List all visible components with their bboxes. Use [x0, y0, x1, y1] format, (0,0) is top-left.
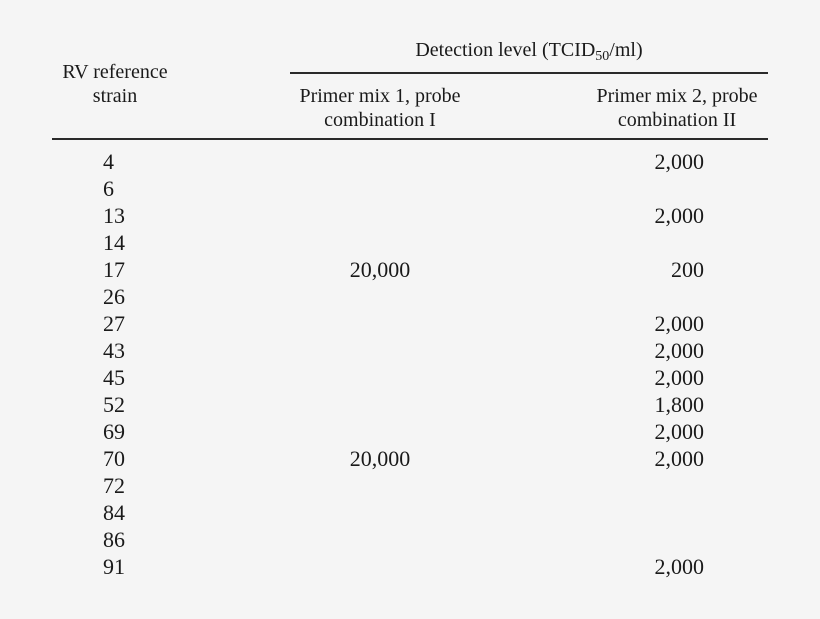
header-bottom-rule: [52, 138, 768, 140]
mix2-cell: 2,000: [654, 203, 704, 228]
mix2-cell: 2,000: [654, 446, 704, 471]
mix2-cell: 2,000: [654, 554, 704, 579]
mix2-cell: 1,800: [654, 392, 704, 417]
header-detection-level: [290, 38, 768, 62]
strain-cell: 84: [103, 500, 125, 525]
header-col3-line2: combination II: [617, 109, 737, 131]
strain-cell: 86: [103, 527, 125, 552]
header-detection-level-prefix: Detection level (TCID: [415, 39, 596, 61]
strain-cell: 27: [103, 311, 125, 336]
strain-cell: 4: [103, 149, 114, 174]
mix1-cell: 20,000: [349, 257, 411, 282]
header-group-rule: [290, 72, 768, 74]
header-primer-mix-1: [270, 84, 490, 132]
header-detection-level-sub: 50: [595, 49, 610, 64]
strain-cell: 52: [103, 392, 125, 417]
strain-cell: 72: [103, 473, 125, 498]
mix2-cell: 2,000: [654, 365, 704, 390]
header-primer-mix-2: [570, 84, 784, 132]
mix2-cell: 200: [671, 257, 704, 282]
strain-cell: 70: [103, 446, 125, 471]
strain-cell: 26: [103, 284, 125, 309]
strain-cell: 13: [103, 203, 125, 228]
header-col2-line1: Primer mix 1, probe: [299, 85, 461, 107]
header-col1-line2: strain: [92, 85, 138, 107]
strain-cell: 91: [103, 554, 125, 579]
mix1-cell: 20,000: [349, 446, 411, 471]
strain-cell: 45: [103, 365, 125, 390]
mix2-cell: 2,000: [654, 311, 704, 336]
strain-cell: 69: [103, 419, 125, 444]
mix2-cell: 2,000: [654, 149, 704, 174]
header-col2-line2: combination I: [324, 109, 436, 131]
header-detection-level-suffix: /ml): [609, 39, 643, 61]
mix2-cell: 2,000: [654, 419, 704, 444]
mix2-cell: 2,000: [654, 338, 704, 363]
strain-cell: 43: [103, 338, 125, 363]
strain-cell: 6: [103, 176, 114, 201]
header-rv-reference-strain: [40, 60, 190, 108]
strain-cell: 17: [103, 257, 125, 282]
header-col1-line1: RV reference: [62, 61, 168, 83]
strain-cell: 14: [103, 230, 125, 255]
header-col3-line1: Primer mix 2, probe: [596, 85, 758, 107]
